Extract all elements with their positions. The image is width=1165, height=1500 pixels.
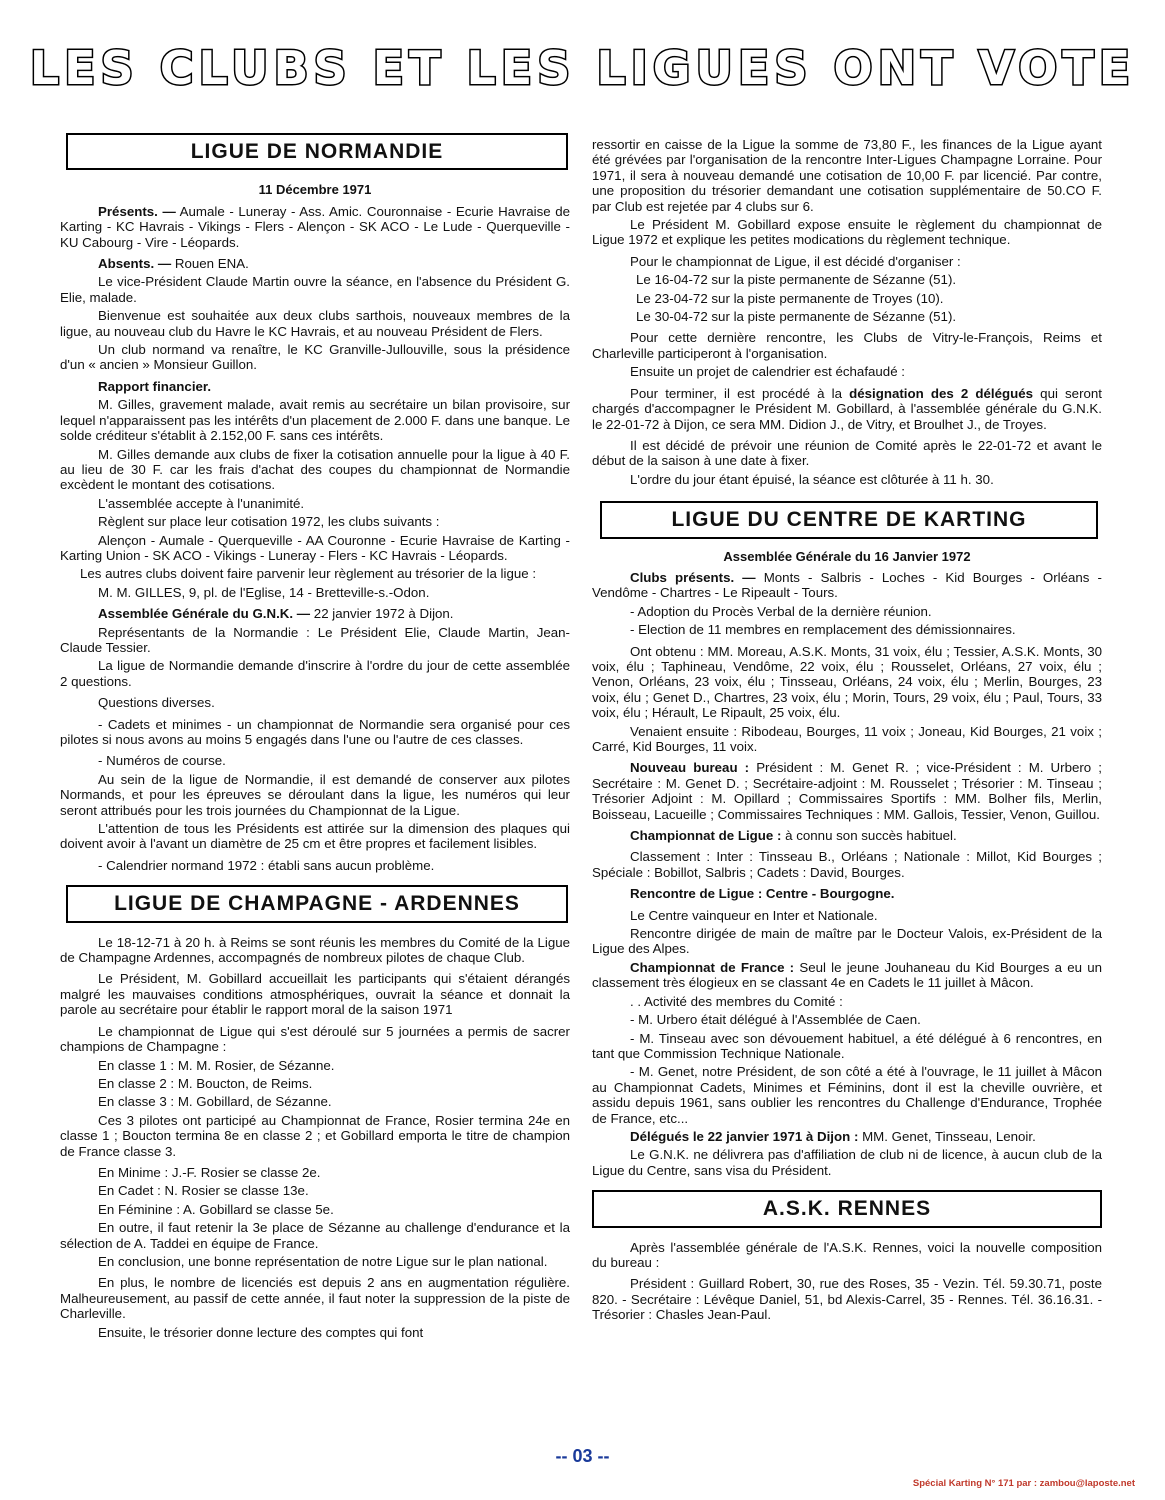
champagne-r6: Pour terminer, il est procédé à la désignation des 2 délégués qui seront chargés d'accompagner le Président M. Gobillard, à l'assemblée générale du G.N.K. le 22-01-72 à Dijon, ce sera MM. Didion J., de Vitry, et Broulhet J., de Troyes.	[592, 385, 1102, 432]
normandie-absents: Absents. — Rouen ENA.	[98, 256, 249, 272]
centre-france: Championnat de France : Seul le jeune Jouhaneau du Kid Bourges a eu un classement très élogieux en se classant 4e en Cadets le 11 juillet à Mâcon.	[592, 959, 1102, 991]
right-column	[592, 137, 1102, 1326]
normandie-p13: Questions diverses.	[98, 695, 215, 711]
champagne-r5: Ensuite un projet de calendrier est échafaudé :	[630, 364, 905, 380]
champagne-p2: Le Président, M. Gobillard accueillait les participants qui s'étaient dérangés malgré les mauvaises conditions atmosphériques, ouvrait la séance et donnait la parole au secrétaire pour établir le rapport moral de la saison 1971	[60, 971, 570, 1018]
centre-p7: Rencontre dirigée de main de maître par le Docteur Valois, ex-Président de la Ligue des Alpes.	[592, 926, 1102, 957]
champagne-p8: Ensuite, le trésorier donne lecture des comptes qui font	[98, 1324, 424, 1340]
normandie-rapport-label: Rapport financier.	[98, 378, 212, 394]
rennes-p1: Après l'assemblée générale de l'A.S.K. Rennes, voici la nouvelle composition du bureau :	[592, 1239, 1102, 1270]
centre-title: LIGUE DU CENTRE DE KARTING	[600, 501, 1098, 538]
footer-credit: Spécial Karting N° 171 par : zambou@laposte.net	[912, 1478, 1135, 1489]
champagne-c3: En classe 3 : M. Gobillard, de Sézanne.	[98, 1094, 332, 1110]
champagne-m1: En Minime : J.-F. Rosier se classe 2e.	[98, 1164, 321, 1180]
centre-champ: Championnat de Ligue : à connu son succès habituel.	[630, 828, 957, 844]
centre-p9: - M. Urbero était délégué à l'Assemblée de Caen.	[630, 1012, 921, 1028]
centre-p8: . . Activité des membres du Comité :	[630, 993, 843, 1009]
centre-bureau: Nouveau bureau : Président : M. Genet R. ; vice-Président : M. Urbero ; Secrétaire : M. Genet D. ; Secrétaire-adjoint : M. Rousselet ; Trésorier : M. Tinseau ; Trésorier Adjoint : M. Opillard ; Commissaires Sportifs : MM. Bolher fils, Merlin, Boisseau, Lacueille ; Commissaires Techniques : MM. Gallois, Tessier, Venon, Guillou.	[592, 760, 1102, 822]
centre-date: Assemblée Générale du 16 Janvier 1972	[723, 548, 971, 564]
page-number: -- 03 --	[555, 1446, 610, 1466]
normandie-p5: M. Gilles demande aux clubs de fixer la cotisation annuelle pour la ligue à 40 F. au lieu de 30 F. car les frais d'achat des coupes du championnat de Normandie excèdent le montant des cotisations.	[60, 446, 570, 493]
centre-rencontre-label: Rencontre de Ligue : Centre - Bourgogne.	[630, 886, 895, 902]
centre-p12: Le G.N.K. ne délivrera pas d'affiliation de club ni de licence, à aucun club de la Ligue du Centre, sans visa du Président.	[592, 1147, 1102, 1178]
centre-p2: - Election de 11 membres en remplacement des démissionnaires.	[630, 622, 1016, 638]
centre-p11: - M. Genet, notre Président, de son côté a été à l'ouvrage, le 11 juillet à Mâcon au Championnat Cadets, Minimes et Féminins, dont il est la cheville ouvrière, et assidu depuis 1961, sans oublier les rencontres du Challenge d'Endurance, Trophée de France, etc...	[592, 1064, 1102, 1126]
champagne-p7: En plus, le nombre de licenciés est depuis 2 ans en augmentation régulière. Malheureusement, au passif de cette année, il faut noter la suppression de la piste de Charleville.	[60, 1275, 570, 1322]
champagne-c1: En classe 1 : M. M. Rosier, de Sézanne.	[98, 1057, 335, 1073]
normandie-p15: - Numéros de course.	[98, 753, 226, 769]
champagne-d2: Le 23-04-72 sur la piste permanente de Troyes (10).	[636, 290, 944, 306]
normandie-p1: Le vice-Président Claude Martin ouvre la séance, en l'absence du Président G. Elie, malade.	[60, 274, 570, 305]
champagne-m3: En Féminine : A. Gobillard se classe 5e.	[98, 1201, 334, 1217]
centre-p4: Venaient ensuite : Ribodeau, Bourges, 11 voix ; Joneau, Kid Bourges, 21 voix ; Carré, Kid Bourges, 11 voix.	[592, 723, 1102, 754]
normandie-p2: Bienvenue est souhaitée aux deux clubs sarthois, nouveaux membres de la ligue, au nouveau club du Havre le KC Havrais, et au nouveau Président de Flers.	[60, 308, 570, 339]
normandie-p10: M. M. GILLES, 9, pl. de l'Eglise, 14 - Bretteville-s.-Odon.	[98, 584, 430, 600]
champagne-p6: En conclusion, une bonne représentation de notre Ligue sur le plan national.	[98, 1253, 548, 1269]
normandie-p8: Alençon - Aumale - Querqueville - AA Couronne - Ecurie Havraise de Karting - Karting Union - SK ACO - Vikings - Luneray - Flers - KC Havrais - Léopards.	[60, 532, 570, 563]
centre-clubs: Clubs présents. — Monts - Salbris - Loches - Kid Bourges - Orléans - Vendôme - Chartres - Le Ripeault - Tours.	[592, 569, 1102, 601]
centre-p6: Le Centre vainqueur en Inter et Nationale.	[630, 907, 878, 923]
normandie-p16: Au sein de la ligue de Normandie, il est demandé de conserver aux pilotes Normands, et pour les épreuves se déroulant dans la ligue, les numéros qui leur seront attribués pour les trois journées du Championnat de la Ligue.	[60, 771, 570, 818]
champagne-p1: Le 18-12-71 à 20 h. à Reims se sont réunis les membres du Comité de la Ligue de Champagne Ardennes, accompagnés de nombreux pilotes de chaque Club.	[60, 934, 570, 966]
centre-p5: Classement : Inter : Tinsseau B., Orléans ; Nationale : Millot, Kid Bourges ; Spéciale : Bobillot, Salbris ; Cadets : David, Bourges.	[592, 849, 1102, 880]
centre-p10: - M. Tinseau avec son dévouement habituel, a été délégué à 6 rencontres, en tant que Commission Technique Nationale.	[592, 1030, 1102, 1061]
normandie-p14: - Cadets et minimes - un championnat de Normandie sera organisé pour ces pilotes si nous avons au moins 5 engagés dans l'une ou l'autre de ces classes.	[60, 716, 570, 747]
normandie-date: 11 Décembre 1971	[258, 182, 372, 198]
centre-delegues: Délégués le 22 janvier 1971 à Dijon : MM. Genet, Tinsseau, Lenoir.	[630, 1128, 1036, 1144]
rennes-p2: Président : Guillard Robert, 30, rue des Roses, 35 - Vezin. Tél. 59.30.71, poste 820. - Secrétaire : Lévêque Daniel, 51, bd Alexis-Carrel, 35 - Rennes. Tél. 36.16.31. - Trésorier : Chasles Jean-Paul.	[592, 1276, 1102, 1323]
champagne-m2: En Cadet : N. Rosier se classe 13e.	[98, 1183, 309, 1199]
centre-p3: Ont obtenu : MM. Moreau, A.S.K. Monts, 31 voix, élu ; Tessier, A.S.K. Monts, 30 voix, élu ; Taphineau, Vendôme, 22 voix, élu ; Rousselet, Orléans, 27 voix, élu ; Venon, Orléans, 23 voix, élu ; Tinsseau, Orléans, 24 voix, élu ; Merlin, Bourges, 23 voix, élu ; Genet D., Chartres, 23 voix, élu ; Morin, Tours, 29 voix, élu ; Paul, Tours, 33 voix, élu ; Hérault, Le Ripault, 25 voix, élu.	[592, 643, 1102, 721]
rennes-title: A.S.K. RENNES	[592, 1190, 1102, 1227]
champagne-p4: Ces 3 pilotes ont participé au Championnat de France, Rosier termina 24e en classe 1 ; Boucton termina 8e en classe 2 ; et Gobillard emporta le titre de champion de France classe 3.	[60, 1112, 570, 1159]
champagne-d1: Le 16-04-72 sur la piste permanente de Sézanne (51).	[636, 272, 957, 288]
champagne-r2: Le Président M. Gobillard expose ensuite le règlement du championnat de Ligue 1972 et explique les petites modications du règlement technique.	[592, 217, 1102, 248]
normandie-p12: La ligue de Normandie demande d'inscrire à l'ordre du jour de cette assemblée 2 questions.	[60, 658, 570, 689]
champagne-r8: L'ordre du jour étant épuisé, la séance est clôturée à 11 h. 30.	[630, 471, 994, 487]
normandie-p11: Représentants de la Normandie : Le Président Elie, Claude Martin, Jean-Claude Tessier.	[60, 624, 570, 655]
champagne-r1: ressortir en caisse de la Ligue la somme de 73,80 F., les finances de la Ligue ayant été grévées par l'organisation de la rencontre Inter-Ligues Champagne Lorraine. Pour 1971, il sera à nouveau demandé une cotisation de 10,00 F. par licencié. Par contre, une proposition du trésorier demandant une cotisation supplémentaire de 50.CO F. par Club est rejetée par 4 clubs sur 6.	[592, 137, 1102, 214]
normandie-p17: L'attention de tous les Présidents est attirée sur la dimension des plaques qui doivent avoir à l'avant un diamètre de 25 cm et être propres et facilement lisibles.	[60, 821, 570, 852]
champagne-r3: Pour le championnat de Ligue, il est décidé d'organiser :	[630, 253, 961, 269]
champagne-p5: En outre, il faut retenir la 3e place de Sézanne au challenge d'endurance et la sélection de A. Taddei en équipe de France.	[60, 1220, 570, 1251]
normandie-p18: - Calendrier normand 1972 : établi sans aucun problème.	[98, 857, 435, 873]
normandie-p7: Règlent sur place leur cotisation 1972, les clubs suivants :	[98, 514, 440, 530]
normandie-presents: Présents. — Aumale - Luneray - Ass. Amic. Couronnaise - Ecurie Havraise de Karting - KC Havrais - Vikings - Flers - Alençon - SK ACO - Le Lude - Querqueville - KU Cabourg - Vire - Léopards.	[60, 203, 570, 250]
centre-p1: - Adoption du Procès Verbal de la dernière réunion.	[630, 603, 932, 619]
normandie-p3: Un club normand va renaître, le KC Granville-Jullouville, sous la présidence d'un « ancien » Monsieur Guillon.	[60, 342, 570, 373]
normandie-p9: Les autres clubs doivent faire parvenir leur règlement au trésorier de la ligue :	[80, 566, 537, 582]
normandie-p6: L'assemblée accepte à l'unanimité.	[98, 495, 305, 511]
champagne-title: LIGUE DE CHAMPAGNE - ARDENNES	[66, 885, 568, 922]
champagne-r4: Pour cette dernière rencontre, les Clubs de Vitry-le-François, Reims et Charleville participeront à l'organisation.	[592, 330, 1102, 361]
champagne-c2: En classe 2 : M. Boucton, de Reims.	[98, 1075, 313, 1091]
champagne-d3: Le 30-04-72 sur la piste permanente de Sézanne (51).	[636, 309, 957, 325]
normandie-ag: Assemblée Générale du G.N.K. — 22 janvier 1972 à Dijon.	[98, 606, 454, 622]
normandie-title: LIGUE DE NORMANDIE	[66, 133, 568, 170]
normandie-p4: M. Gilles, gravement malade, avait remis au secrétaire un bilan provisoire, sur lequel n'apparaissent pas les intérêts d'un placement de 2.000 F. dans une banque. Le solde créditeur s'établit à 2.152,00 F. sans ces intérêts.	[60, 397, 570, 444]
headline: LES CLUBS ET LES LIGUES ONT VOTE	[29, 41, 1136, 95]
champagne-r7: Il est décidé de prévoir une réunion de Comité après le 22-01-72 et avant le début de la saison à une date à fixer.	[592, 437, 1102, 469]
champagne-p3: Le championnat de Ligue qui s'est déroulé sur 5 journées a permis de sacrer champions de Champagne :	[60, 1023, 570, 1055]
left-column	[60, 130, 570, 1343]
